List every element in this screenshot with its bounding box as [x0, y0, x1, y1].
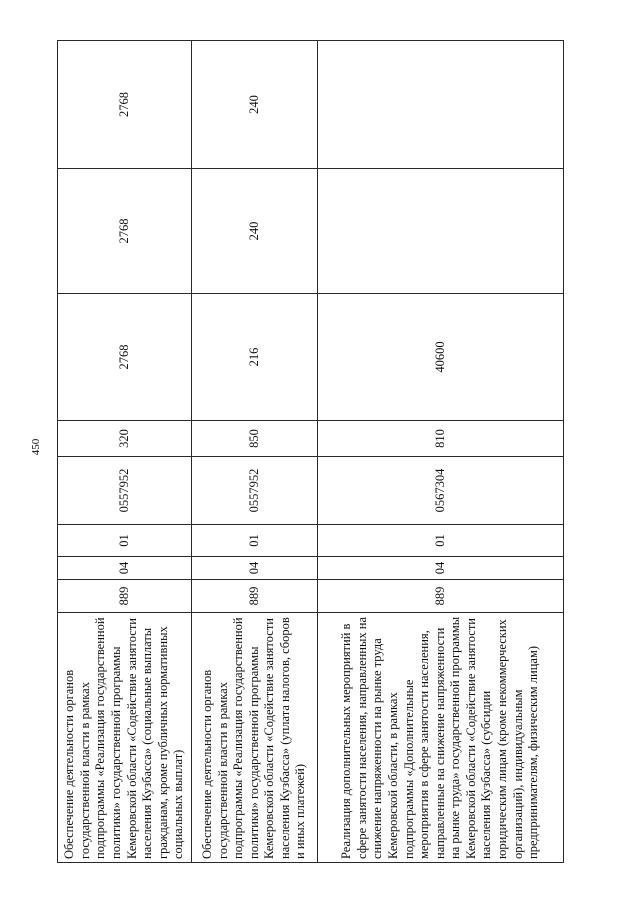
ministry-code: 889 — [192, 580, 318, 613]
section-code: 04 — [192, 557, 318, 580]
target-article-code: 0557952 — [192, 457, 318, 525]
target-article-code: 0567304 — [318, 457, 564, 525]
page-number: 450 — [30, 438, 42, 456]
ministry-code: 889 — [318, 580, 564, 613]
budget-table — [57, 40, 564, 863]
amount-year-2 — [318, 169, 564, 294]
target-article-code: 0557952 — [58, 457, 192, 525]
subsection-code: 01 — [318, 525, 564, 557]
amount-year-1: 2768 — [58, 294, 192, 421]
row-description: Реализация дополнительных мероприятий в сфере занятости населения, направленных на снижение напряженности на рынке труда Кемеровской области, в рамках подпрограммы «Дополнительные мероприятия в сфере занятости населения, направленные на снижение напряженности на рынке труда» государственной программы Кемеровской области «Содействие занятости населения Кузбасса» (субсидии юридическим лицам (кроме некоммерческих организаций), индивидуальным предпринимателям, физическим лицам) — [318, 613, 564, 863]
row-description: Обеспечение деятельности органов государственной власти в рамках подпрограммы «Реализация государственной политики» государственной программы Кемеровской области «Содействие занятости населения Кузбасса» (уплата налогов, сборов и иных платежей) — [192, 613, 318, 863]
table-row — [318, 41, 564, 863]
amount-year-1: 40600 — [318, 294, 564, 421]
expense-type-code: 320 — [58, 421, 192, 457]
table-row — [192, 41, 318, 863]
amount-year-1: 216 — [192, 294, 318, 421]
rotated-table-container — [57, 41, 563, 863]
amount-year-2: 240 — [192, 169, 318, 294]
table-row — [58, 41, 192, 863]
expense-type-code: 850 — [192, 421, 318, 457]
amount-year-2: 2768 — [58, 169, 192, 294]
row-description: Обеспечение деятельности органов государственной власти в рамках подпрограммы «Реализация государственной политики» государственной программы Кемеровской области «Содействие занятости населения Кузбасса» (социальные выплаты гражданам, кроме публичных нормативных социальных выплат) — [58, 613, 192, 863]
section-code: 04 — [318, 557, 564, 580]
expense-type-code: 810 — [318, 421, 564, 457]
ministry-code: 889 — [58, 580, 192, 613]
amount-year-3 — [318, 41, 564, 169]
subsection-code: 01 — [192, 525, 318, 557]
section-code: 04 — [58, 557, 192, 580]
subsection-code: 01 — [58, 525, 192, 557]
amount-year-3: 2768 — [58, 41, 192, 169]
amount-year-3: 240 — [192, 41, 318, 169]
